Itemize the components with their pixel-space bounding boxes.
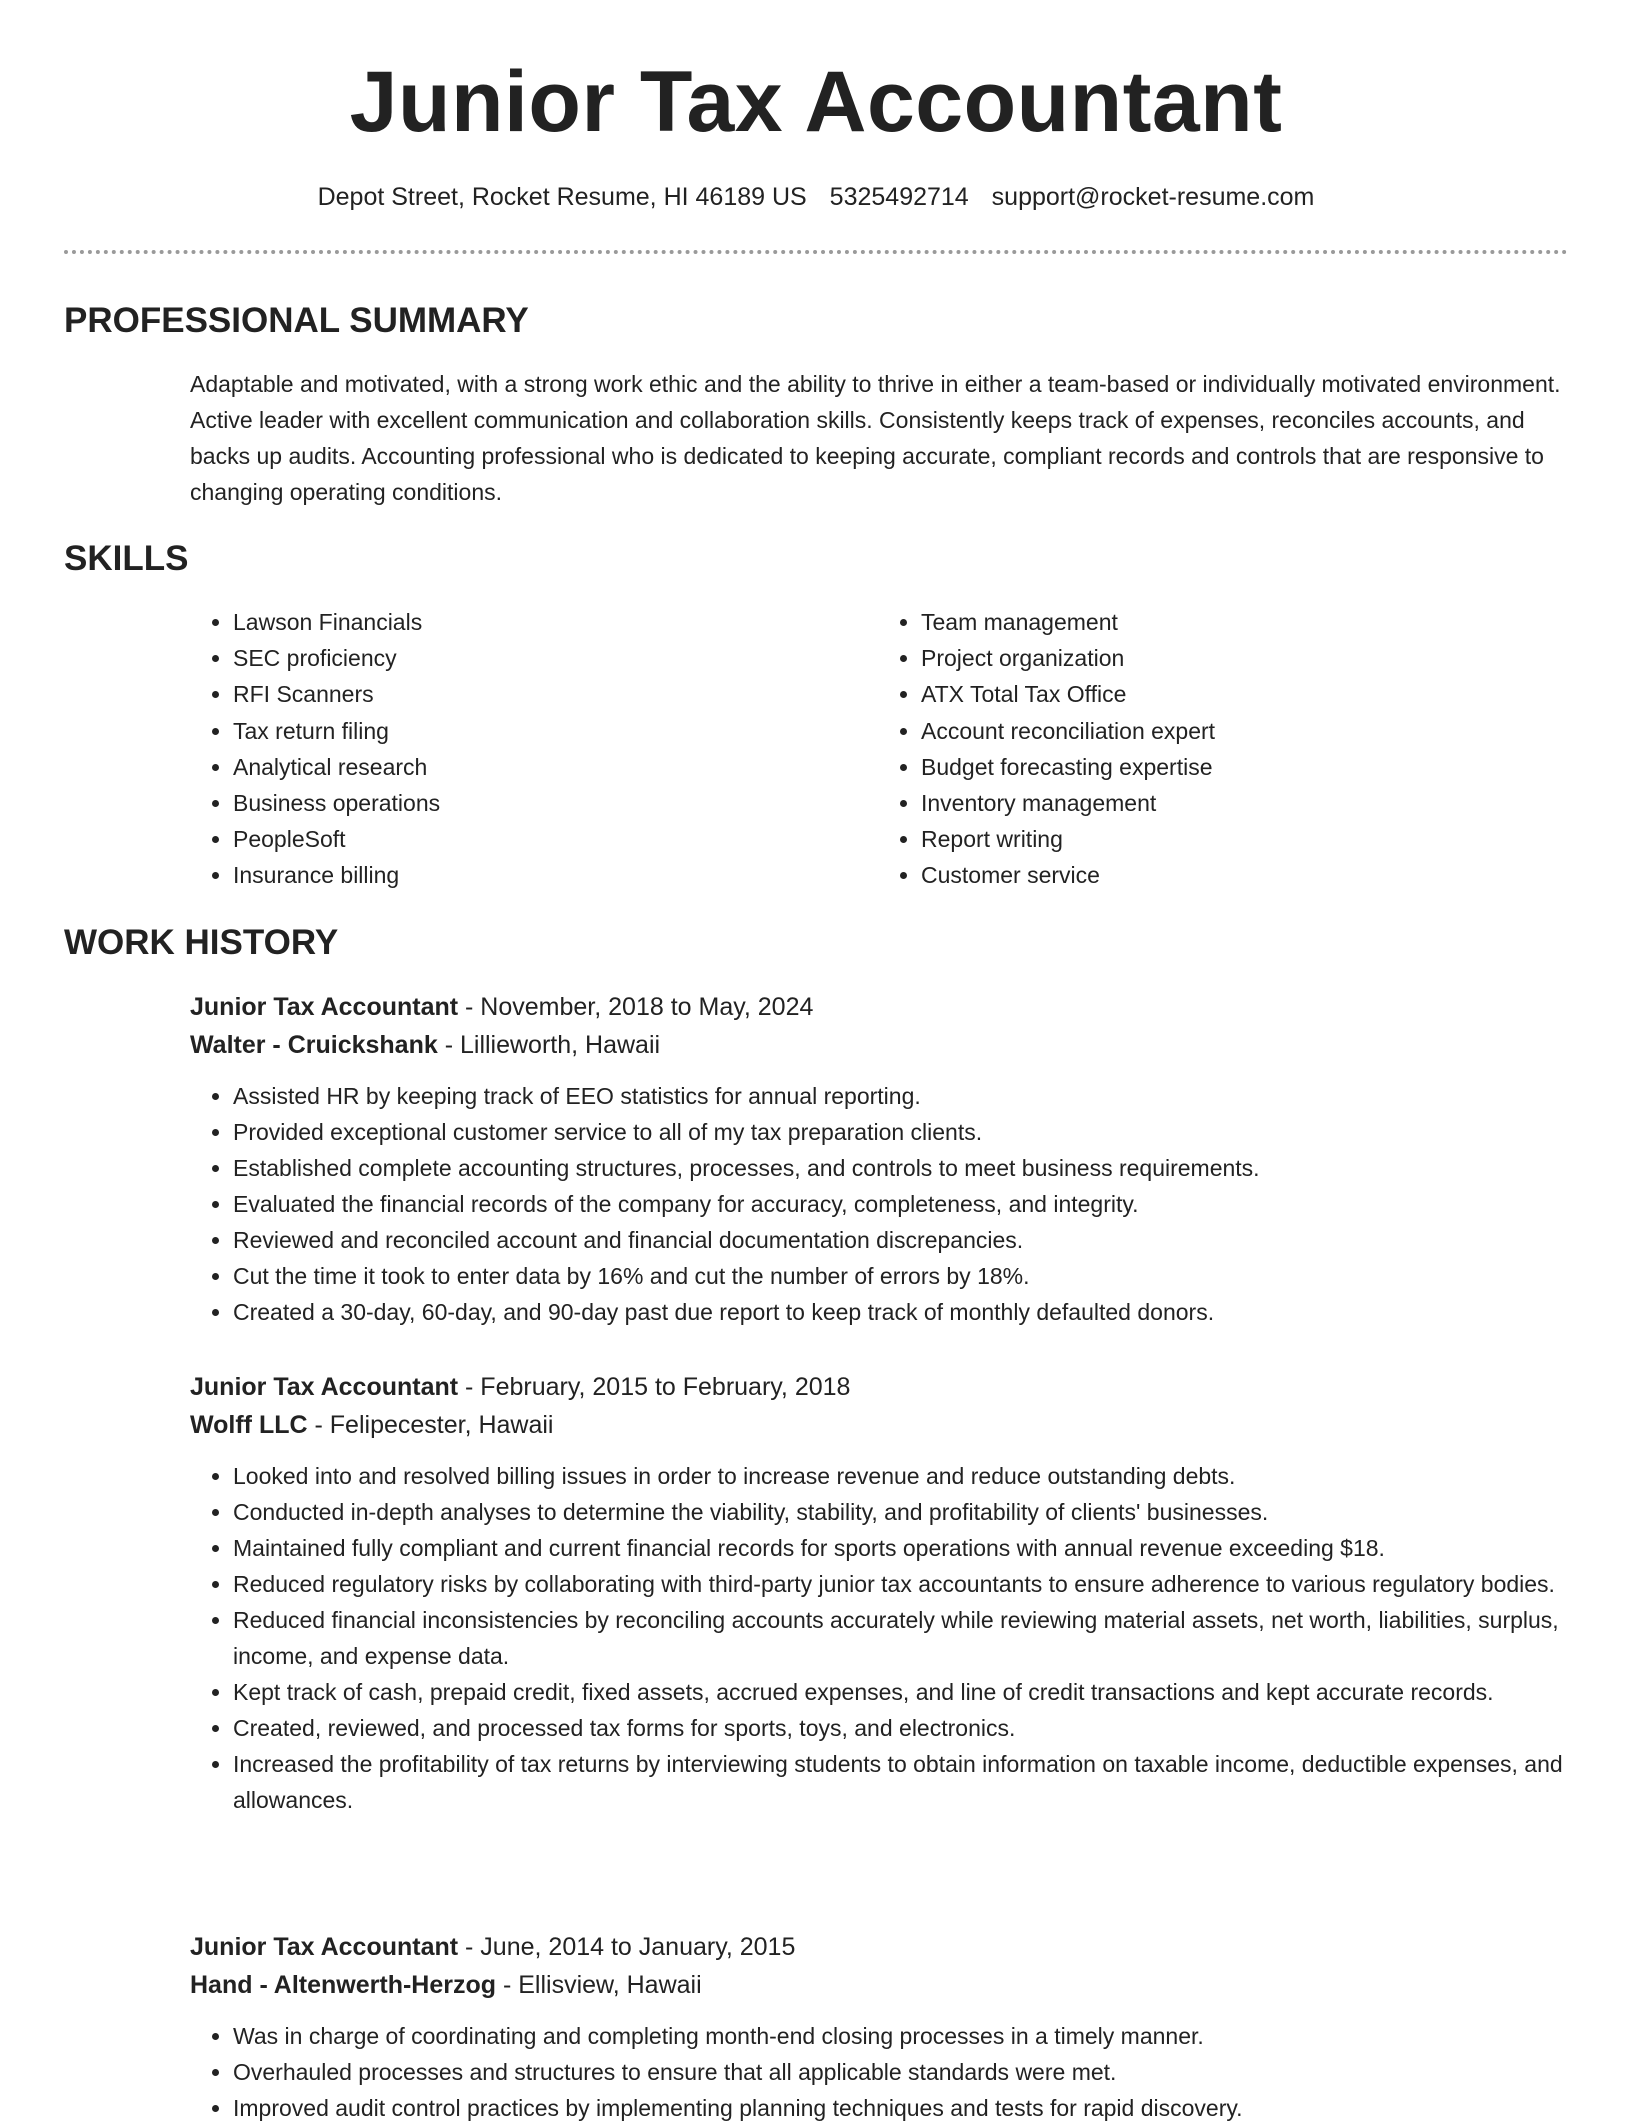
job-bullets	[190, 1078, 1566, 1330]
skill-item: • Customer service	[921, 857, 1566, 893]
job-title-line	[190, 1368, 1566, 1406]
skill-item: • ATX Total Tax Office	[921, 676, 1566, 712]
skill-item: • RFI Scanners	[233, 676, 878, 712]
job-title: Junior Tax Accountant	[190, 1933, 459, 1961]
skill-item: • Inventory management	[921, 785, 1566, 821]
section-title-work-history: WORK HISTORY	[64, 923, 339, 962]
skills-list	[190, 604, 1566, 894]
job-dates: - November, 2018 to May, 2024	[458, 993, 814, 1021]
skill-item: • Report writing	[921, 821, 1566, 857]
job-bullet: • Increased the profitability of tax returns by interviewing students to obtain information on taxable income, deductible expenses, and allowances.	[233, 1746, 1566, 1818]
contact-line	[0, 180, 1632, 214]
skill-item: • PeopleSoft	[233, 821, 878, 857]
job-location: - Felipecester, Hawaii	[307, 1411, 554, 1439]
contact-email: support@rocket-resume.com	[991, 183, 1315, 211]
job-bullet: • Maintained fully compliant and current financial records for sports operations with annual revenue exceeding $18.	[233, 1530, 1566, 1566]
job-bullet: • Provided exceptional customer service to all of my tax preparation clients.	[233, 1114, 1566, 1150]
job-title-line	[190, 988, 1566, 1026]
job-company-line	[190, 1026, 1566, 1064]
job-company: Walter - Cruickshank	[190, 1031, 438, 1059]
job-title: Junior Tax Accountant	[190, 993, 459, 1021]
skill-item: • Insurance billing	[233, 857, 878, 893]
skill-item: • Team management	[921, 604, 1566, 640]
candidate-name: Junior Tax Accountant	[349, 54, 1283, 150]
job-bullet: • Created, reviewed, and processed tax forms for sports, toys, and electronics.	[233, 1710, 1566, 1746]
skill-item: • SEC proficiency	[233, 640, 878, 676]
job-bullet: • Was in charge of coordinating and completing month-end closing processes in a timely manner.	[233, 2018, 1566, 2054]
skills-column-right	[878, 604, 1566, 894]
job-bullet: • Created a 30-day, 60-day, and 90-day past due report to keep track of monthly defaulted donors.	[233, 1294, 1566, 1330]
job-company-line	[190, 1966, 1566, 2004]
job-company-line	[190, 1406, 1566, 1444]
job-bullet: • Cut the time it took to enter data by 16% and cut the number of errors by 18%.	[233, 1258, 1566, 1294]
job-dates: - June, 2014 to January, 2015	[458, 1933, 796, 1961]
job-title: Junior Tax Accountant	[190, 1373, 459, 1401]
job-bullets	[190, 1458, 1566, 1818]
job-bullet: • Reduced regulatory risks by collaborating with third-party junior tax accountants to ensure adherence to various regulatory bodies.	[233, 1566, 1566, 1602]
job-company: Hand - Altenwerth-Herzog	[190, 1971, 497, 1999]
section-title-summary: PROFESSIONAL SUMMARY	[64, 301, 529, 340]
job-location: - Lillieworth, Hawaii	[437, 1031, 661, 1059]
job-entry	[190, 988, 1566, 1330]
header-divider	[64, 250, 1568, 254]
job-bullet: • Reviewed and reconciled account and financial documentation discrepancies.	[233, 1222, 1566, 1258]
section-title-skills: SKILLS	[64, 539, 189, 578]
job-bullet: • Conducted in-depth analyses to determine the viability, stability, and profitability of clients' businesses.	[233, 1494, 1566, 1530]
job-title-line	[190, 1928, 1566, 1966]
job-entry	[190, 1368, 1566, 1818]
job-bullet: • Assisted HR by keeping track of EEO statistics for annual reporting.	[233, 1078, 1566, 1114]
skill-item: • Lawson Financials	[233, 604, 878, 640]
skill-item: • Analytical research	[233, 749, 878, 785]
job-bullet: • Established complete accounting structures, processes, and controls to meet business requirements.	[233, 1150, 1566, 1186]
job-bullet: • Kept track of cash, prepaid credit, fixed assets, accrued expenses, and line of credit transactions and kept accurate records.	[233, 1674, 1566, 1710]
skill-item: • Project organization	[921, 640, 1566, 676]
skill-item: • Tax return filing	[233, 713, 878, 749]
job-entry	[190, 1928, 1566, 2126]
skill-item: • Business operations	[233, 785, 878, 821]
skill-item: • Account reconciliation expert	[921, 713, 1566, 749]
contact-address: Depot Street, Rocket Resume, HI 46189 US	[317, 183, 807, 211]
job-company: Wolff LLC	[190, 1411, 308, 1439]
job-dates: - February, 2015 to February, 2018	[458, 1373, 851, 1401]
summary-text: Adaptable and motivated, with a strong work ethic and the ability to thrive in either a team-based or individually motivated environment. Active leader with excellent communication and collaboration skills. Consistently keeps track of expenses, reconciles accounts, and backs up audits. Accounting professional who is dedicated to keeping accurate, compliant records and controls that are responsive to changing operating conditions.	[190, 371, 1561, 505]
job-bullets	[190, 2018, 1566, 2126]
contact-phone: 5325492714	[829, 183, 969, 211]
job-bullet: • Evaluated the financial records of the company for accuracy, completeness, and integrity.	[233, 1186, 1566, 1222]
job-bullet: • Improved audit control practices by implementing planning techniques and tests for rapid discovery.	[233, 2090, 1566, 2126]
job-bullet: • Looked into and resolved billing issues in order to increase revenue and reduce outstanding debts.	[233, 1458, 1566, 1494]
job-bullet: • Reduced financial inconsistencies by reconciling accounts accurately while reviewing material assets, net worth, liabilities, surplus, income, and expense data.	[233, 1602, 1566, 1674]
skill-item: • Budget forecasting expertise	[921, 749, 1566, 785]
job-location: - Ellisview, Hawaii	[496, 1971, 702, 1999]
skills-column-left	[190, 604, 878, 894]
job-bullet: • Overhauled processes and structures to ensure that all applicable standards were met.	[233, 2054, 1566, 2090]
